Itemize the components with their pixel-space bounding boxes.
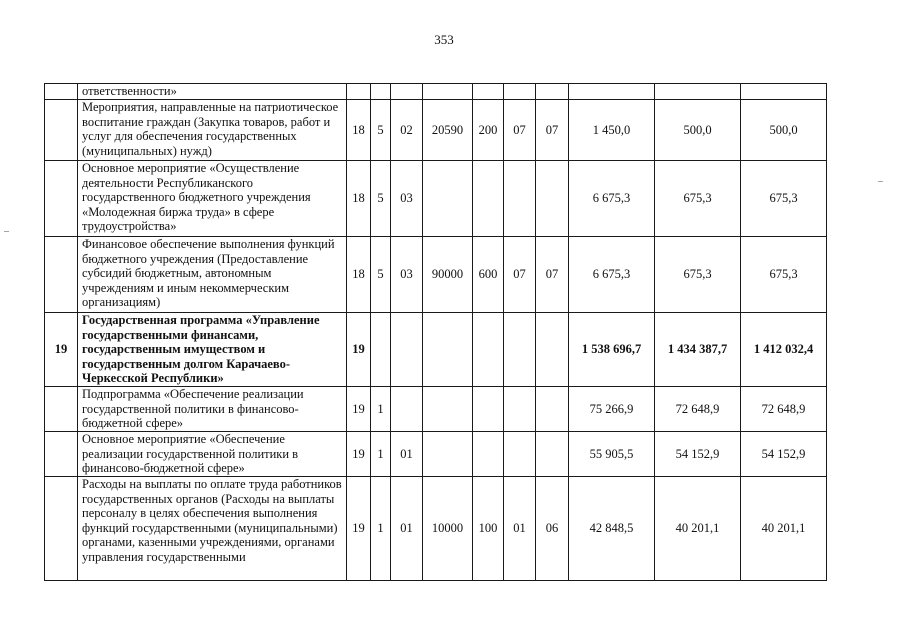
- row-code-cell: 54 152,9: [741, 432, 827, 477]
- row-code-cell: 6 675,3: [569, 161, 655, 237]
- row-code-cell: 07: [536, 100, 569, 161]
- row-code-cell: 90000: [423, 237, 473, 313]
- row-code-cell: [741, 84, 827, 100]
- row-code-cell: [371, 313, 391, 387]
- row-code-cell: 18: [347, 237, 371, 313]
- row-code-cell: [391, 313, 423, 387]
- row-code-cell: 5: [371, 100, 391, 161]
- row-code-cell: [391, 84, 423, 100]
- row-code-cell: [473, 387, 504, 432]
- row-code-cell: 03: [391, 237, 423, 313]
- row-number-cell: [45, 477, 78, 581]
- row-code-cell: 6 675,3: [569, 237, 655, 313]
- row-code-cell: 54 152,9: [655, 432, 741, 477]
- row-code-cell: 675,3: [741, 161, 827, 237]
- row-name-cell: Подпрограмма «Обеспечение реализации государственной политики в финансово-бюджетной сфере»: [78, 387, 347, 432]
- row-code-cell: 75 266,9: [569, 387, 655, 432]
- row-name-cell: ответственности»: [78, 84, 347, 100]
- row-code-cell: 07: [536, 237, 569, 313]
- row-code-cell: [536, 387, 569, 432]
- row-code-cell: 1: [371, 432, 391, 477]
- row-code-cell: 5: [371, 161, 391, 237]
- row-code-cell: 07: [504, 100, 536, 161]
- page-number: 353: [434, 32, 454, 47]
- row-code-cell: 03: [391, 161, 423, 237]
- table-row: [45, 313, 827, 387]
- row-code-cell: 200: [473, 100, 504, 161]
- row-code-cell: [504, 161, 536, 237]
- row-code-cell: 1 538 696,7: [569, 313, 655, 387]
- row-number-cell: [45, 387, 78, 432]
- row-code-cell: 1: [371, 387, 391, 432]
- row-code-cell: [473, 161, 504, 237]
- row-code-cell: 1 450,0: [569, 100, 655, 161]
- row-code-cell: [504, 432, 536, 477]
- row-code-cell: 19: [347, 387, 371, 432]
- table-row: [45, 477, 827, 581]
- scan-mark: –: [878, 176, 883, 187]
- budget-table: [44, 83, 827, 581]
- row-code-cell: 19: [347, 313, 371, 387]
- table-row: [45, 237, 827, 313]
- row-code-cell: [423, 432, 473, 477]
- row-number-cell: [45, 161, 78, 237]
- table-row: [45, 387, 827, 432]
- row-number-cell: [45, 100, 78, 161]
- row-name-cell: Основное мероприятие «Осуществление деятельности Республиканского государственного бюджетного учреждения «Молодежная биржа труда» в сфере трудоустройства»: [78, 161, 347, 237]
- row-code-cell: 19: [347, 477, 371, 581]
- row-code-cell: 40 201,1: [741, 477, 827, 581]
- row-code-cell: 06: [536, 477, 569, 581]
- row-code-cell: 500,0: [655, 100, 741, 161]
- row-code-cell: 72 648,9: [655, 387, 741, 432]
- row-code-cell: 01: [391, 432, 423, 477]
- row-code-cell: 01: [391, 477, 423, 581]
- row-code-cell: [473, 84, 504, 100]
- row-code-cell: 1 412 032,4: [741, 313, 827, 387]
- row-code-cell: 18: [347, 161, 371, 237]
- table-row: [45, 161, 827, 237]
- row-code-cell: 675,3: [655, 237, 741, 313]
- row-name-cell: Мероприятия, направленные на патриотическое воспитание граждан (Закупка товаров, работ и услуг для обеспечения государственных (муниципальных) нужд): [78, 100, 347, 161]
- row-code-cell: [504, 84, 536, 100]
- row-code-cell: [569, 84, 655, 100]
- row-code-cell: 600: [473, 237, 504, 313]
- row-number-cell: [45, 237, 78, 313]
- row-code-cell: 675,3: [655, 161, 741, 237]
- row-code-cell: [536, 313, 569, 387]
- row-code-cell: [371, 84, 391, 100]
- row-code-cell: 55 905,5: [569, 432, 655, 477]
- row-code-cell: [423, 387, 473, 432]
- row-code-cell: 18: [347, 100, 371, 161]
- row-code-cell: [473, 313, 504, 387]
- row-code-cell: 20590: [423, 100, 473, 161]
- row-code-cell: 10000: [423, 477, 473, 581]
- row-code-cell: [655, 84, 741, 100]
- row-code-cell: [391, 387, 423, 432]
- row-name-cell: Финансовое обеспечение выполнения функций бюджетного учреждения (Предоставление субсидий бюджетным, автономным учреждениям и иным некоммерческим организациям): [78, 237, 347, 313]
- row-code-cell: 5: [371, 237, 391, 313]
- table-row: [45, 84, 827, 100]
- row-number-cell: 19: [45, 313, 78, 387]
- row-code-cell: 72 648,9: [741, 387, 827, 432]
- row-code-cell: [347, 84, 371, 100]
- row-code-cell: [504, 387, 536, 432]
- row-code-cell: 01: [504, 477, 536, 581]
- row-code-cell: 100: [473, 477, 504, 581]
- row-code-cell: [536, 84, 569, 100]
- table-row: [45, 432, 827, 477]
- row-code-cell: 02: [391, 100, 423, 161]
- row-code-cell: [423, 84, 473, 100]
- row-code-cell: [473, 432, 504, 477]
- row-code-cell: [536, 432, 569, 477]
- row-code-cell: 1: [371, 477, 391, 581]
- row-code-cell: 40 201,1: [655, 477, 741, 581]
- row-name-cell: Основное мероприятие «Обеспечение реализации государственной политики в финансово-бюджетной сфере»: [78, 432, 347, 477]
- row-code-cell: [423, 313, 473, 387]
- row-code-cell: 675,3: [741, 237, 827, 313]
- row-code-cell: 19: [347, 432, 371, 477]
- row-code-cell: [536, 161, 569, 237]
- row-code-cell: [504, 313, 536, 387]
- row-code-cell: 07: [504, 237, 536, 313]
- row-name-cell: Расходы на выплаты по оплате труда работников государственных органов (Расходы на выплаты персоналу в целях обеспечения выполнения функций государственными (муниципальными) органами, казенными учреждениями, органами управления государственными: [78, 477, 347, 581]
- row-name-cell: Государственная программа «Управление государственными финансами, государственным имуществом и государственным долгом Карачаево-Черкесской Республики»: [78, 313, 347, 387]
- row-code-cell: [423, 161, 473, 237]
- row-number-cell: [45, 432, 78, 477]
- row-number-cell: [45, 84, 78, 100]
- scan-mark: –: [4, 226, 9, 237]
- table-row: [45, 100, 827, 161]
- row-code-cell: 1 434 387,7: [655, 313, 741, 387]
- row-code-cell: 42 848,5: [569, 477, 655, 581]
- row-code-cell: 500,0: [741, 100, 827, 161]
